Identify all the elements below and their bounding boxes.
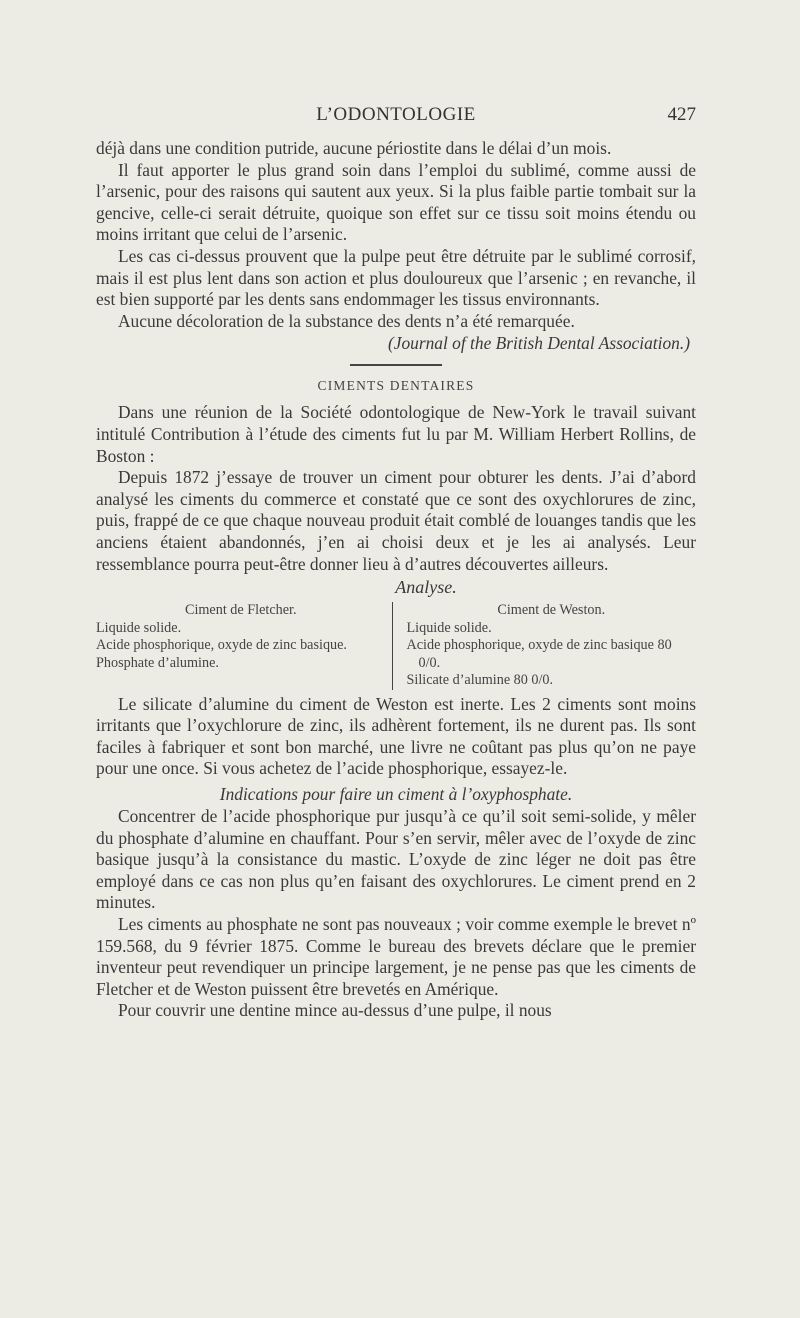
body-text <box>96 138 696 1022</box>
analysis-column-weston <box>392 602 697 690</box>
analysis-table <box>96 602 696 690</box>
page <box>96 98 696 1022</box>
page-header <box>96 98 696 128</box>
column-title: Ciment de Weston. <box>497 602 606 619</box>
source-citation: (Journal of the British Dental Association.) <box>387 333 690 354</box>
analysis-column-fletcher <box>96 602 392 690</box>
section-divider <box>350 364 442 366</box>
analysis-item: Silicate d’alumine 80 0/0. <box>406 672 554 689</box>
page-number: 427 <box>667 104 696 125</box>
paragraph-no-discoloration: Aucune décoloration de la substance des dents n’a été remarquée. <box>118 310 575 331</box>
analysis-item: Liquide solide. <box>96 619 182 636</box>
section-title: CIMENTS DENTAIRES <box>317 378 475 394</box>
running-title: L’ODONTOLOGIE <box>316 104 476 125</box>
analysis-item: Phosphate d’alumine. <box>96 654 219 671</box>
paragraph-silicate: Le silicate d’alumine du ciment de Weston est inerte. Les 2 ciments sont moins irritants que l’oxychlorure de zinc, ils adhèrent fortement, ils ne durent pas. Ils sont faciles à fabriquer et sont bon marché, une livre ne coûtant pas plus qu’on ne paye pour une once. Si vous achetez de l’acide phosphorique, essayez-le. <box>96 693 696 779</box>
paragraph-pulp-destroyed: Les cas ci-dessus prouvent que la pulpe peut être détruite par le sublimé corrosif, mais il est plus lent dans son action et plus douloureux que l’arsenic ; en revanche, il est bien supporté par les dents sans endommager les tissus environnants. <box>96 245 696 310</box>
analysis-title: Analyse. <box>395 577 457 598</box>
paragraph-continuation: déjà dans une condition putride, aucune périostite dans le délai d’un mois. <box>96 138 612 158</box>
paragraph-sublime-care: Il faut apporter le plus grand soin dans l’emploi du sublimé, comme aussi de l’arsenic, pour des raisons qui sautent aux yeux. Si la plus faible partie tombait sur la gencive, celle-ci serait détruite, quoique son effet sur ce tissu soit moins étendu ou moins irritant que celui de l’arsenic. <box>96 159 696 245</box>
column-title: Ciment de Fletcher. <box>184 602 297 619</box>
subheading-indications: Indications pour faire un ciment à l’oxyphosphate. <box>219 783 573 804</box>
paragraph-final: Pour couvrir une dentine mince au-dessus d’une pulpe, il nous <box>118 1000 552 1021</box>
paragraph-meeting: Dans une réunion de la Société odontologique de New-York le travail suivant intitulé Contribution à l’étude des ciments fut lu par M. William Herbert Rollins, de Boston : <box>96 402 696 466</box>
paragraph-patents: Les ciments au phosphate ne sont pas nouveaux ; voir comme exemple le brevet nº 159.568, du 9 février 1875. Comme le bureau des brevets déclare que le premier inventeur peut revendiquer un principe largement, je ne pense pas que les ciments de Fletcher et de Weston puissent être brevetés en Amérique. <box>96 913 696 999</box>
analysis-item: Acide phosphorique, oxyde de zinc basique 80 0/0. <box>406 637 672 671</box>
paragraph-concentrate: Concentrer de l’acide phosphorique pur jusqu’à ce qu’il soit semi-solide, y mêler du phosphate d’alumine en chauffant. Pour s’en servir, mêler avec de l’oxyde de zinc basique jusqu’à la consistance du mastic. L’oxyde de zinc léger ne doit pas être employé dans ce cas non plus qu’en faisant des oxychlorures. Le ciment prend en 2 minutes. <box>96 805 696 913</box>
analysis-item: Acide phosphorique, oxyde de zinc basique. <box>96 637 347 654</box>
paragraph-since-1872: Depuis 1872 j’essaye de trouver un ciment pour obturer les dents. J’ai d’abord analysé les ciments du commerce et constaté que ce sont des oxychlorures de zinc, puis, frappé de ce que chaque nouveau produit était comblé de louanges tandis que les anciens étaient abandonnés, j’en ai choisi deux et je les ai analysés. Leur ressemblance pourra peut-être donner lieu à d’autres découvertes ailleurs. <box>96 467 696 574</box>
analysis-item: Liquide solide. <box>406 619 492 636</box>
